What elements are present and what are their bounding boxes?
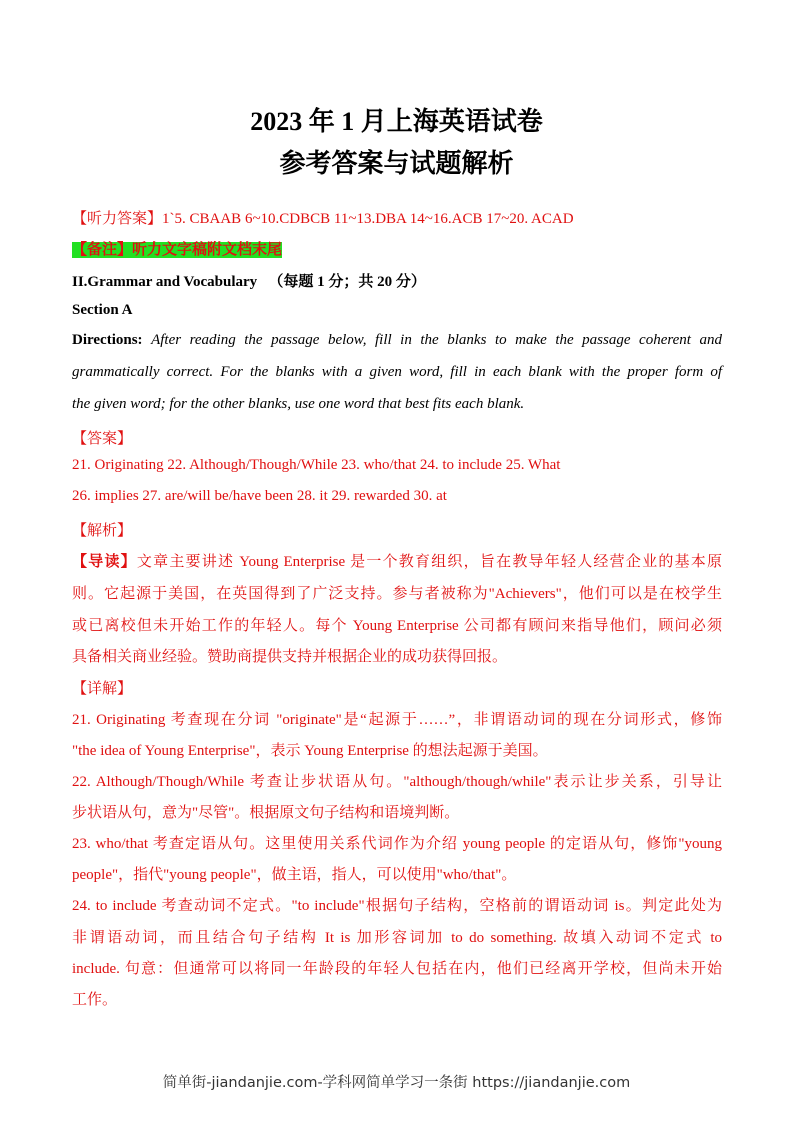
listening-answers [72, 207, 722, 228]
guide-line2: 则。它起源于美国，在英国得到了广泛支持。参与者被称为"Achievers"，他们可以是在校学生 [72, 586, 722, 602]
detail-24-line1: 24. to include 考查动词不定式。"to include"根据句子结构，空格前的谓语动词 is。判定此处为 [72, 898, 722, 914]
detail-21-line2: "the idea of Young Enterprise"，表示 Young Enterprise 的想法起源于美国。 [72, 743, 548, 759]
listening-answer-text: 1`5. CBAAB 6~10.CDBCB 11~13.DBA 14~16.ACB 17~20. ACAD [162, 211, 574, 227]
note-highlight: 【备注】听力文字稿附文档末尾 [72, 242, 283, 258]
detail-22-line1: 22. Although/Though/While 考查让步状语从句。"although/though/while"表示让步关系，引导让 [72, 774, 722, 790]
answers-row2: 26. implies 27. are/will be/have been 28. it 29. rewarded 30. at [72, 488, 447, 504]
detail-22-line2: 步状语从句，意为"尽管"。根据原文句子结构和语境判断。 [72, 805, 460, 821]
detail-24-line3: include. 句意：但通常可以将同一年龄段的年轻人包括在内，他们已经离开学校，但尚未开始 [72, 961, 722, 977]
guide-line1 [72, 550, 722, 571]
document-title-line1: 2023 年 1 月上海英语试卷 [250, 107, 543, 136]
section-heading-score: （每题 1 分；共 20 分） [268, 274, 426, 290]
guide-text-1: 文章主要讲述 Young Enterprise 是一个教育组织，旨在教导年轻人经营企业的基本原 [136, 554, 722, 570]
page-footer: 简单街-jiandanjie.com-学科网简单学习一条街 https://jiandanjie.com [162, 1075, 631, 1091]
detail-24-line2: 非谓语动词，而且结合句子结构 It is 加形容词加 to do something. 故填入动词不定式 to [72, 930, 722, 946]
section-heading-title: II.Grammar and Vocabulary [72, 274, 258, 290]
directions-line3: the given word; for the other blanks, use one word that best fits each blank. [72, 396, 525, 412]
answer-label: 【答案】 [72, 431, 133, 447]
section-heading [72, 270, 722, 291]
answers-row1: 21. Originating 22. Although/Though/While 23. who/that 24. to include 25. What [72, 457, 561, 473]
document-title-line2: 参考答案与试题解析 [279, 149, 514, 178]
directions-line1 [72, 332, 722, 349]
detail-24-line4: 工作。 [72, 992, 118, 1008]
guide-line3: 或已离校但未开始工作的年轻人。每个 Young Enterprise 公司都有顾问来指导他们，顾问必须 [72, 618, 722, 634]
detail-23-line1: 23. who/that 考查定语从句。这里使用关系代词作为介绍 young people 的定语从句，修饰"young [72, 836, 722, 852]
detail-23-line2: people"，指代"young people"，做主语，指人，可以使用"who/that"。 [72, 867, 517, 883]
guide-label: 【导读】 [72, 554, 137, 570]
listening-label: 【听力答案】 [72, 211, 163, 227]
note-line [72, 238, 722, 259]
detail-label: 【详解】 [72, 681, 133, 697]
directions-line2: grammatically correct. For the blanks with a given word, fill in each blank with the proper form of [72, 364, 722, 380]
directions-label: Directions: [72, 332, 143, 348]
guide-line4: 具备相关商业经验。赞助商提供支持并根据企业的成功获得回报。 [72, 649, 508, 665]
directions-text-1: After reading the passage below, fill in the blanks to make the passage coherent and [151, 332, 723, 348]
analysis-label: 【解析】 [72, 523, 133, 539]
detail-21-line1: 21. Originating 考查现在分词 "originate"是“起源于……”，非谓语动词的现在分词形式，修饰 [72, 712, 722, 728]
section-a-heading: Section A [72, 302, 133, 318]
